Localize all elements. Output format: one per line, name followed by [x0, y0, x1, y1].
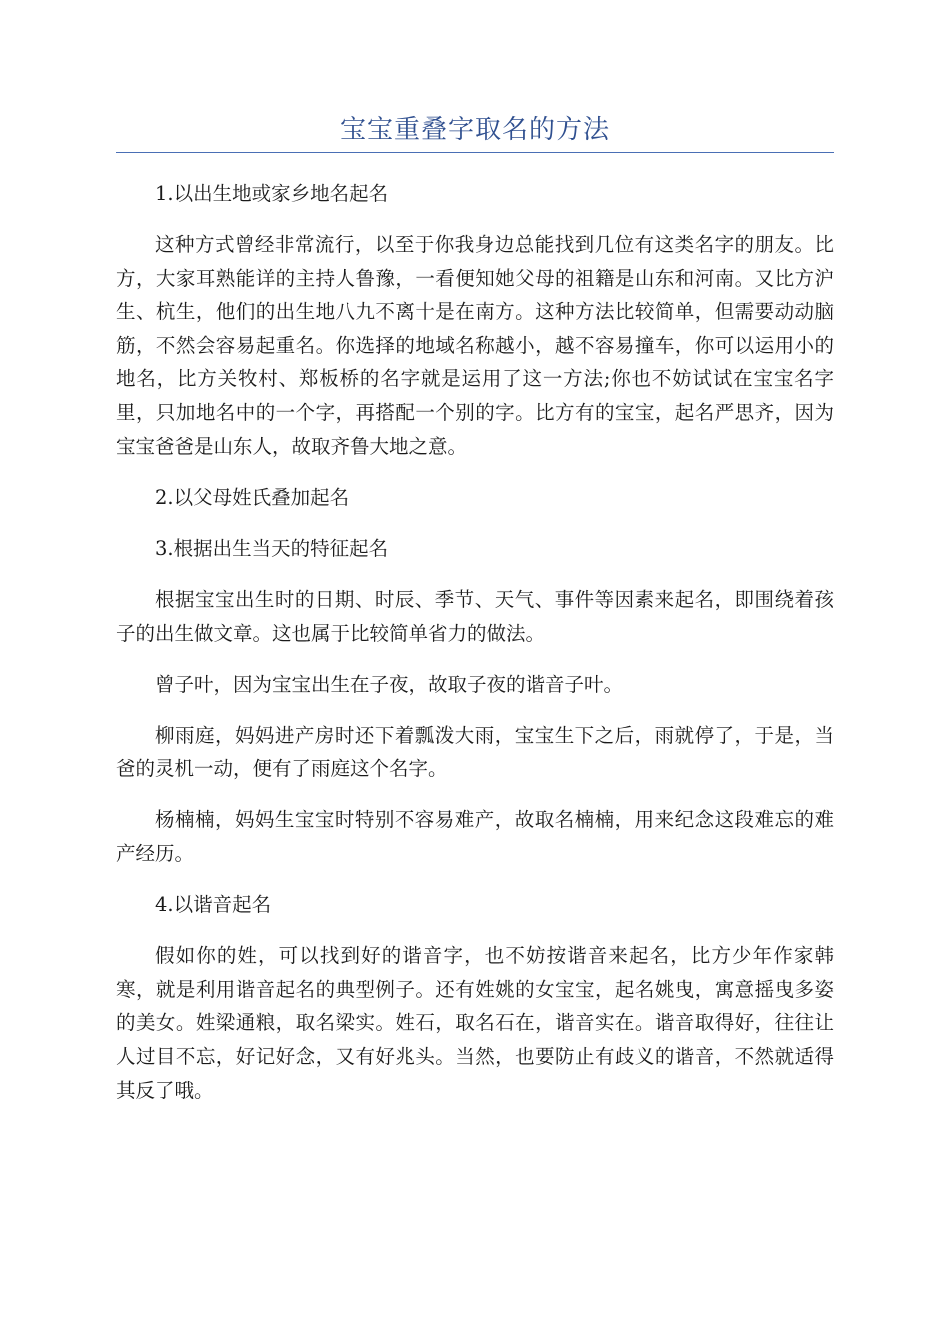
- section-heading-2: 2.以父母姓氏叠加起名: [155, 485, 350, 509]
- document-body: [116, 177, 834, 1107]
- title-underline: [116, 152, 834, 153]
- body-paragraph: 假如你的姓，可以找到好的谐音字，也不妨按谐音来起名，比方少年作家韩寒，就是利用谐音起名的典型例子。还有姓姚的女宝宝，起名姚曳，寓意摇曳多姿的美女。姓梁通粮，取名梁实。姓石，取名石在，谐音实在。谐音取得好，往往让人过目不忘，好记好念，又有好兆头。当然，也要防止有歧义的谐音，不然就适得其反了哦。: [116, 944, 834, 1102]
- section-heading-4: 4.以谐音起名: [155, 893, 272, 917]
- section-heading-1: 1.以出生地或家乡地名起名: [155, 182, 389, 205]
- body-paragraph: 根据宝宝出生时的日期、时辰、季节、天气、事件等因素来起名，即围绕着孩子的出生做文章。这也属于比较简单省力的做法。: [116, 587, 834, 645]
- example-paragraph: 柳雨庭，妈妈进产房时还下着瓢泼大雨，宝宝生下之后，雨就停了，于是，当爸的灵机一动，便有了雨庭这个名字。: [116, 723, 834, 781]
- example-paragraph: 杨楠楠，妈妈生宝宝时特别不容易难产，故取名楠楠，用来纪念这段难忘的难产经历。: [116, 808, 834, 865]
- document-page: [116, 112, 834, 1125]
- body-paragraph: 这种方式曾经非常流行，以至于你我身边总能找到几位有这类名字的朋友。比方，大家耳熟能详的主持人鲁豫，一看便知她父母的祖籍是山东和河南。又比方沪生、杭生，他们的出生地八九不离十是在南方。这种方法比较简单，但需要动动脑筋，不然会容易起重名。你选择的地域名称越小，越不容易撞车，你可以运用小的地名，比方关牧村、郑板桥的名字就是运用了这一方法;你也不妨试试在宝宝名字里，只加地名中的一个字，再搭配一个别的字。比方有的宝宝，起名严思齐，因为宝宝爸爸是山东人，故取齐鲁大地之意。: [116, 233, 834, 458]
- example-paragraph: 曾子叶，因为宝宝出生在子夜，故取子夜的谐音子叶。: [155, 672, 624, 696]
- section-heading-3: 3.根据出生当天的特征起名: [155, 536, 389, 560]
- document-title: 宝宝重叠字取名的方法: [339, 115, 610, 145]
